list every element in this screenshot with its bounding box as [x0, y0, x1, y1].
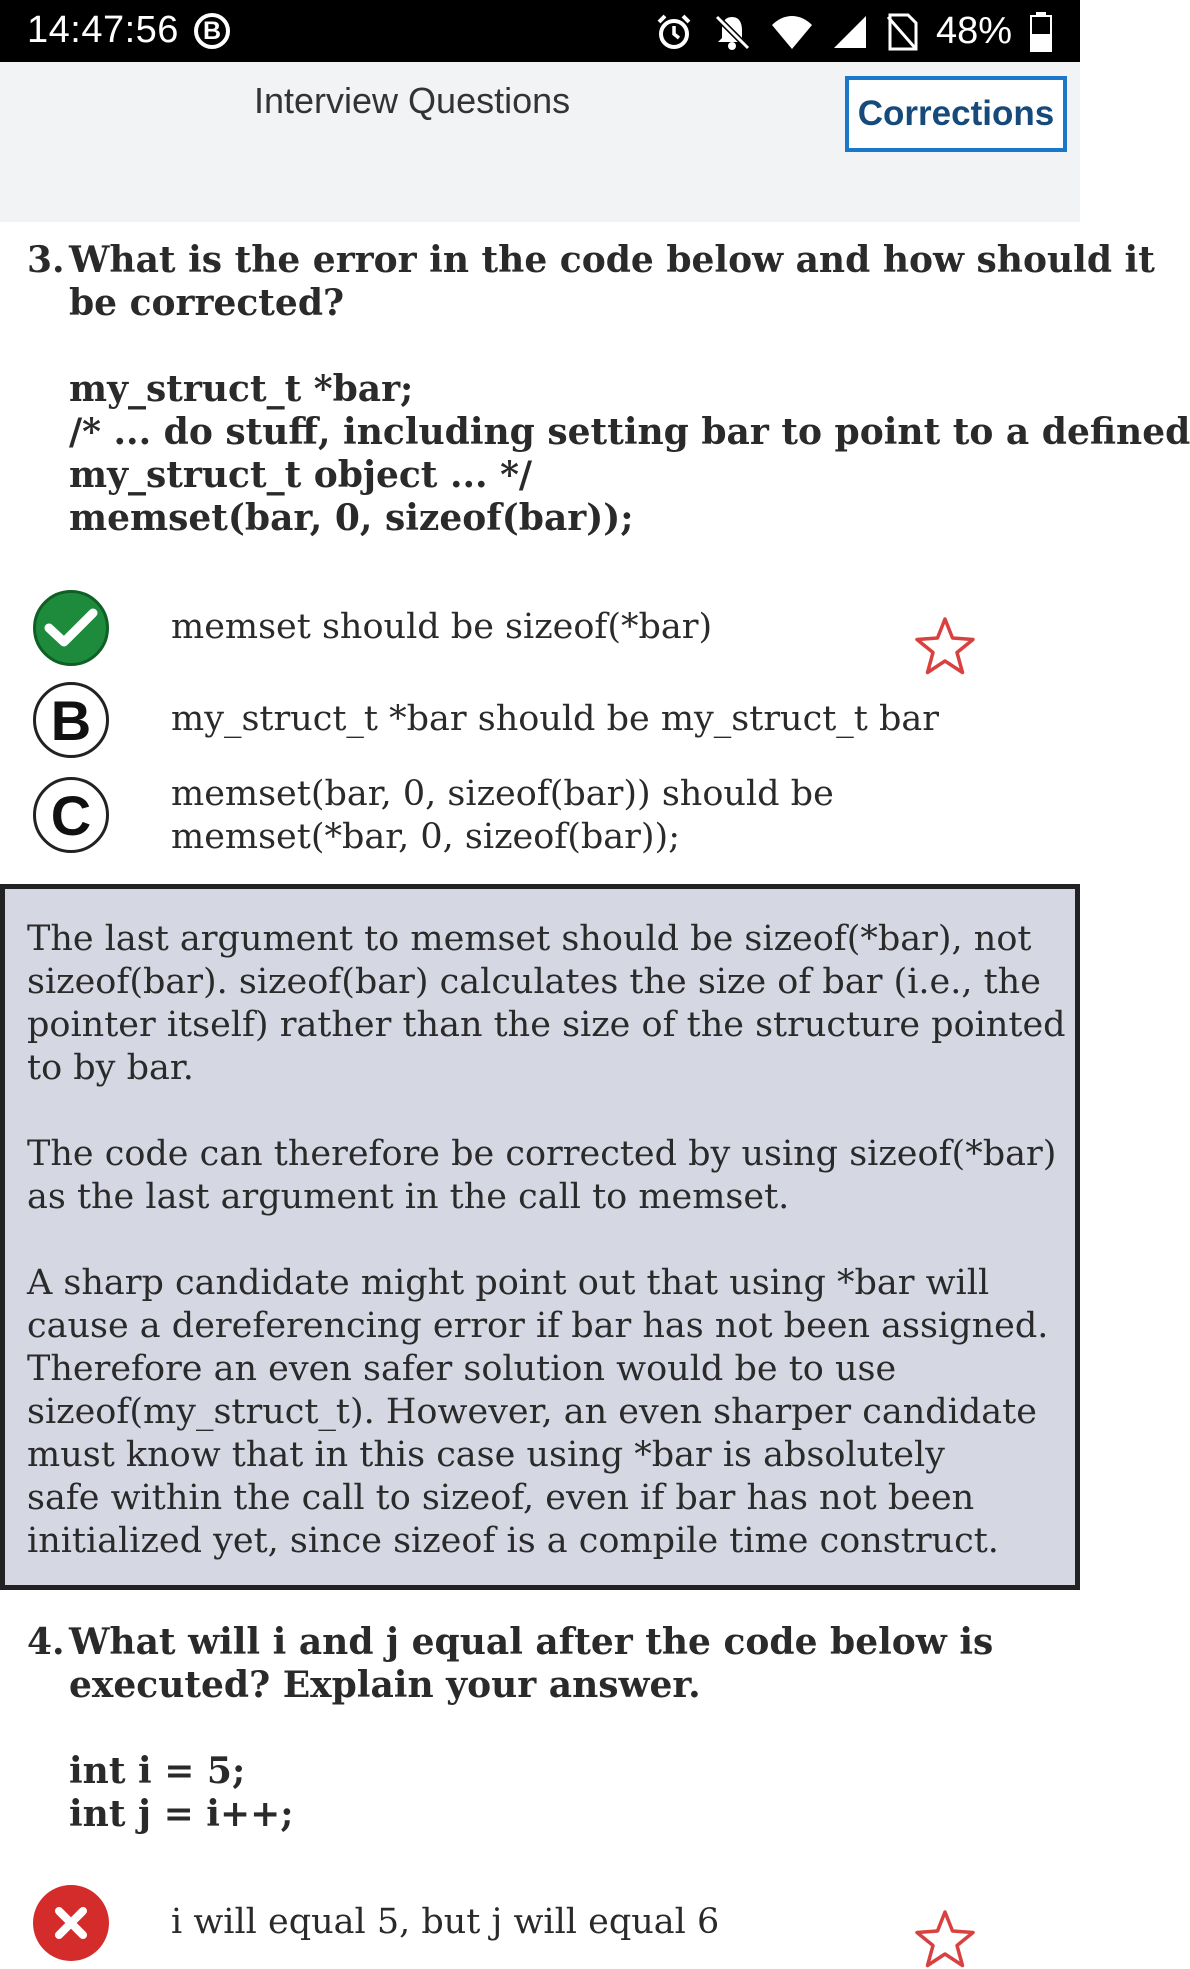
explanation-line: Therefore an even safer solution would be to use: [27, 1349, 897, 1389]
option-line: memset(bar, 0, sizeof(bar)) should be: [171, 774, 834, 814]
option-text: memset should be sizeof(*bar): [171, 607, 713, 647]
option-a[interactable]: [0, 590, 1080, 670]
star-icon[interactable]: [914, 616, 976, 676]
question-line: executed? Explain your answer.: [69, 1664, 701, 1706]
status-icons: [654, 10, 1052, 53]
code-line: my_struct_t object ... */: [69, 454, 533, 496]
code-line: memset(bar, 0, sizeof(bar));: [69, 497, 634, 539]
explanation-line: The last argument to memset should be sizeof(*bar), not: [27, 919, 1032, 959]
explanation-line: sizeof(bar). sizeof(bar) calculates the size of bar (i.e., the: [27, 962, 1041, 1002]
code-line: /* ... do stuff, including setting bar to point to a defined: [69, 411, 1190, 453]
corrections-button[interactable]: Corrections: [845, 76, 1067, 152]
page-title: Interview Questions: [254, 80, 571, 121]
code-line: int j = i++;: [69, 1793, 294, 1835]
wrong-x-icon: [33, 1885, 109, 1961]
explanation-line: pointer itself) rather than the size of the structure pointed: [27, 1005, 1066, 1045]
option-text: my_struct_t *bar should be my_struct_t bar: [171, 699, 939, 739]
explanation-line: as the last argument in the call to memset.: [27, 1177, 790, 1217]
explanation-line: cause a dereferencing error if bar has not been assigned.: [27, 1306, 1049, 1346]
explanation-line: safe within the call to sizeof, even if bar has not been: [27, 1478, 975, 1518]
code-line: my_struct_t *bar;: [69, 368, 414, 410]
wifi-icon: [770, 13, 814, 51]
alarm-icon: [654, 12, 694, 52]
question-line: What will i and j equal after the code below is: [69, 1621, 994, 1663]
question-number: 3.: [27, 239, 65, 281]
explanation-paragraph: [27, 1133, 1067, 1219]
question-line: [69, 325, 1069, 368]
question-line: be corrected?: [69, 282, 345, 324]
question-number: 4.: [27, 1621, 65, 1663]
explanation-line: The code can therefore be corrected by using sizeof(*bar): [27, 1134, 1057, 1174]
signal-icon: [832, 14, 868, 50]
option-a-q4[interactable]: [0, 1885, 1080, 1942]
explanation-paragraph: [27, 1262, 1067, 1563]
question-text: [69, 1621, 1069, 1836]
option-c-badge: C: [33, 777, 109, 853]
star-icon[interactable]: [914, 1909, 976, 1969]
bell-off-icon: [712, 12, 752, 52]
explanation-line: initialized yet, since sizeof is a compile time construct.: [27, 1521, 999, 1561]
question-line: [69, 1707, 1069, 1750]
status-bar: [0, 0, 1080, 62]
status-time: 14:47:56: [27, 9, 179, 51]
option-text: [171, 773, 834, 859]
option-c[interactable]: [0, 773, 1080, 863]
explanation-line: to by bar.: [27, 1048, 194, 1088]
question-line: What is the error in the code below and how should it: [69, 239, 1155, 281]
option-b[interactable]: [0, 682, 1080, 762]
battery-percent: 48%: [935, 10, 1012, 52]
correct-check-icon: [33, 590, 109, 666]
battery-icon: [1030, 12, 1052, 52]
explanation-line: must know that in this case using *bar is absolutely: [27, 1435, 945, 1475]
explanation-line: A sharp candidate might point out that using *bar will: [27, 1263, 990, 1303]
b-badge-icon: B: [194, 13, 230, 49]
app-header: [0, 62, 1080, 222]
option-b-badge: B: [33, 682, 109, 758]
option-text: i will equal 5, but j will equal 6: [171, 1902, 720, 1942]
explanation-line: sizeof(my_struct_t). However, an even sharper candidate: [27, 1392, 1037, 1432]
no-sim-icon: [886, 13, 918, 51]
explanation-paragraph: [27, 918, 1067, 1090]
code-line: int i = 5;: [69, 1750, 246, 1792]
option-line: memset(*bar, 0, sizeof(bar));: [171, 817, 681, 857]
question-text: [69, 239, 1190, 540]
explanation-box: [0, 884, 1080, 1590]
